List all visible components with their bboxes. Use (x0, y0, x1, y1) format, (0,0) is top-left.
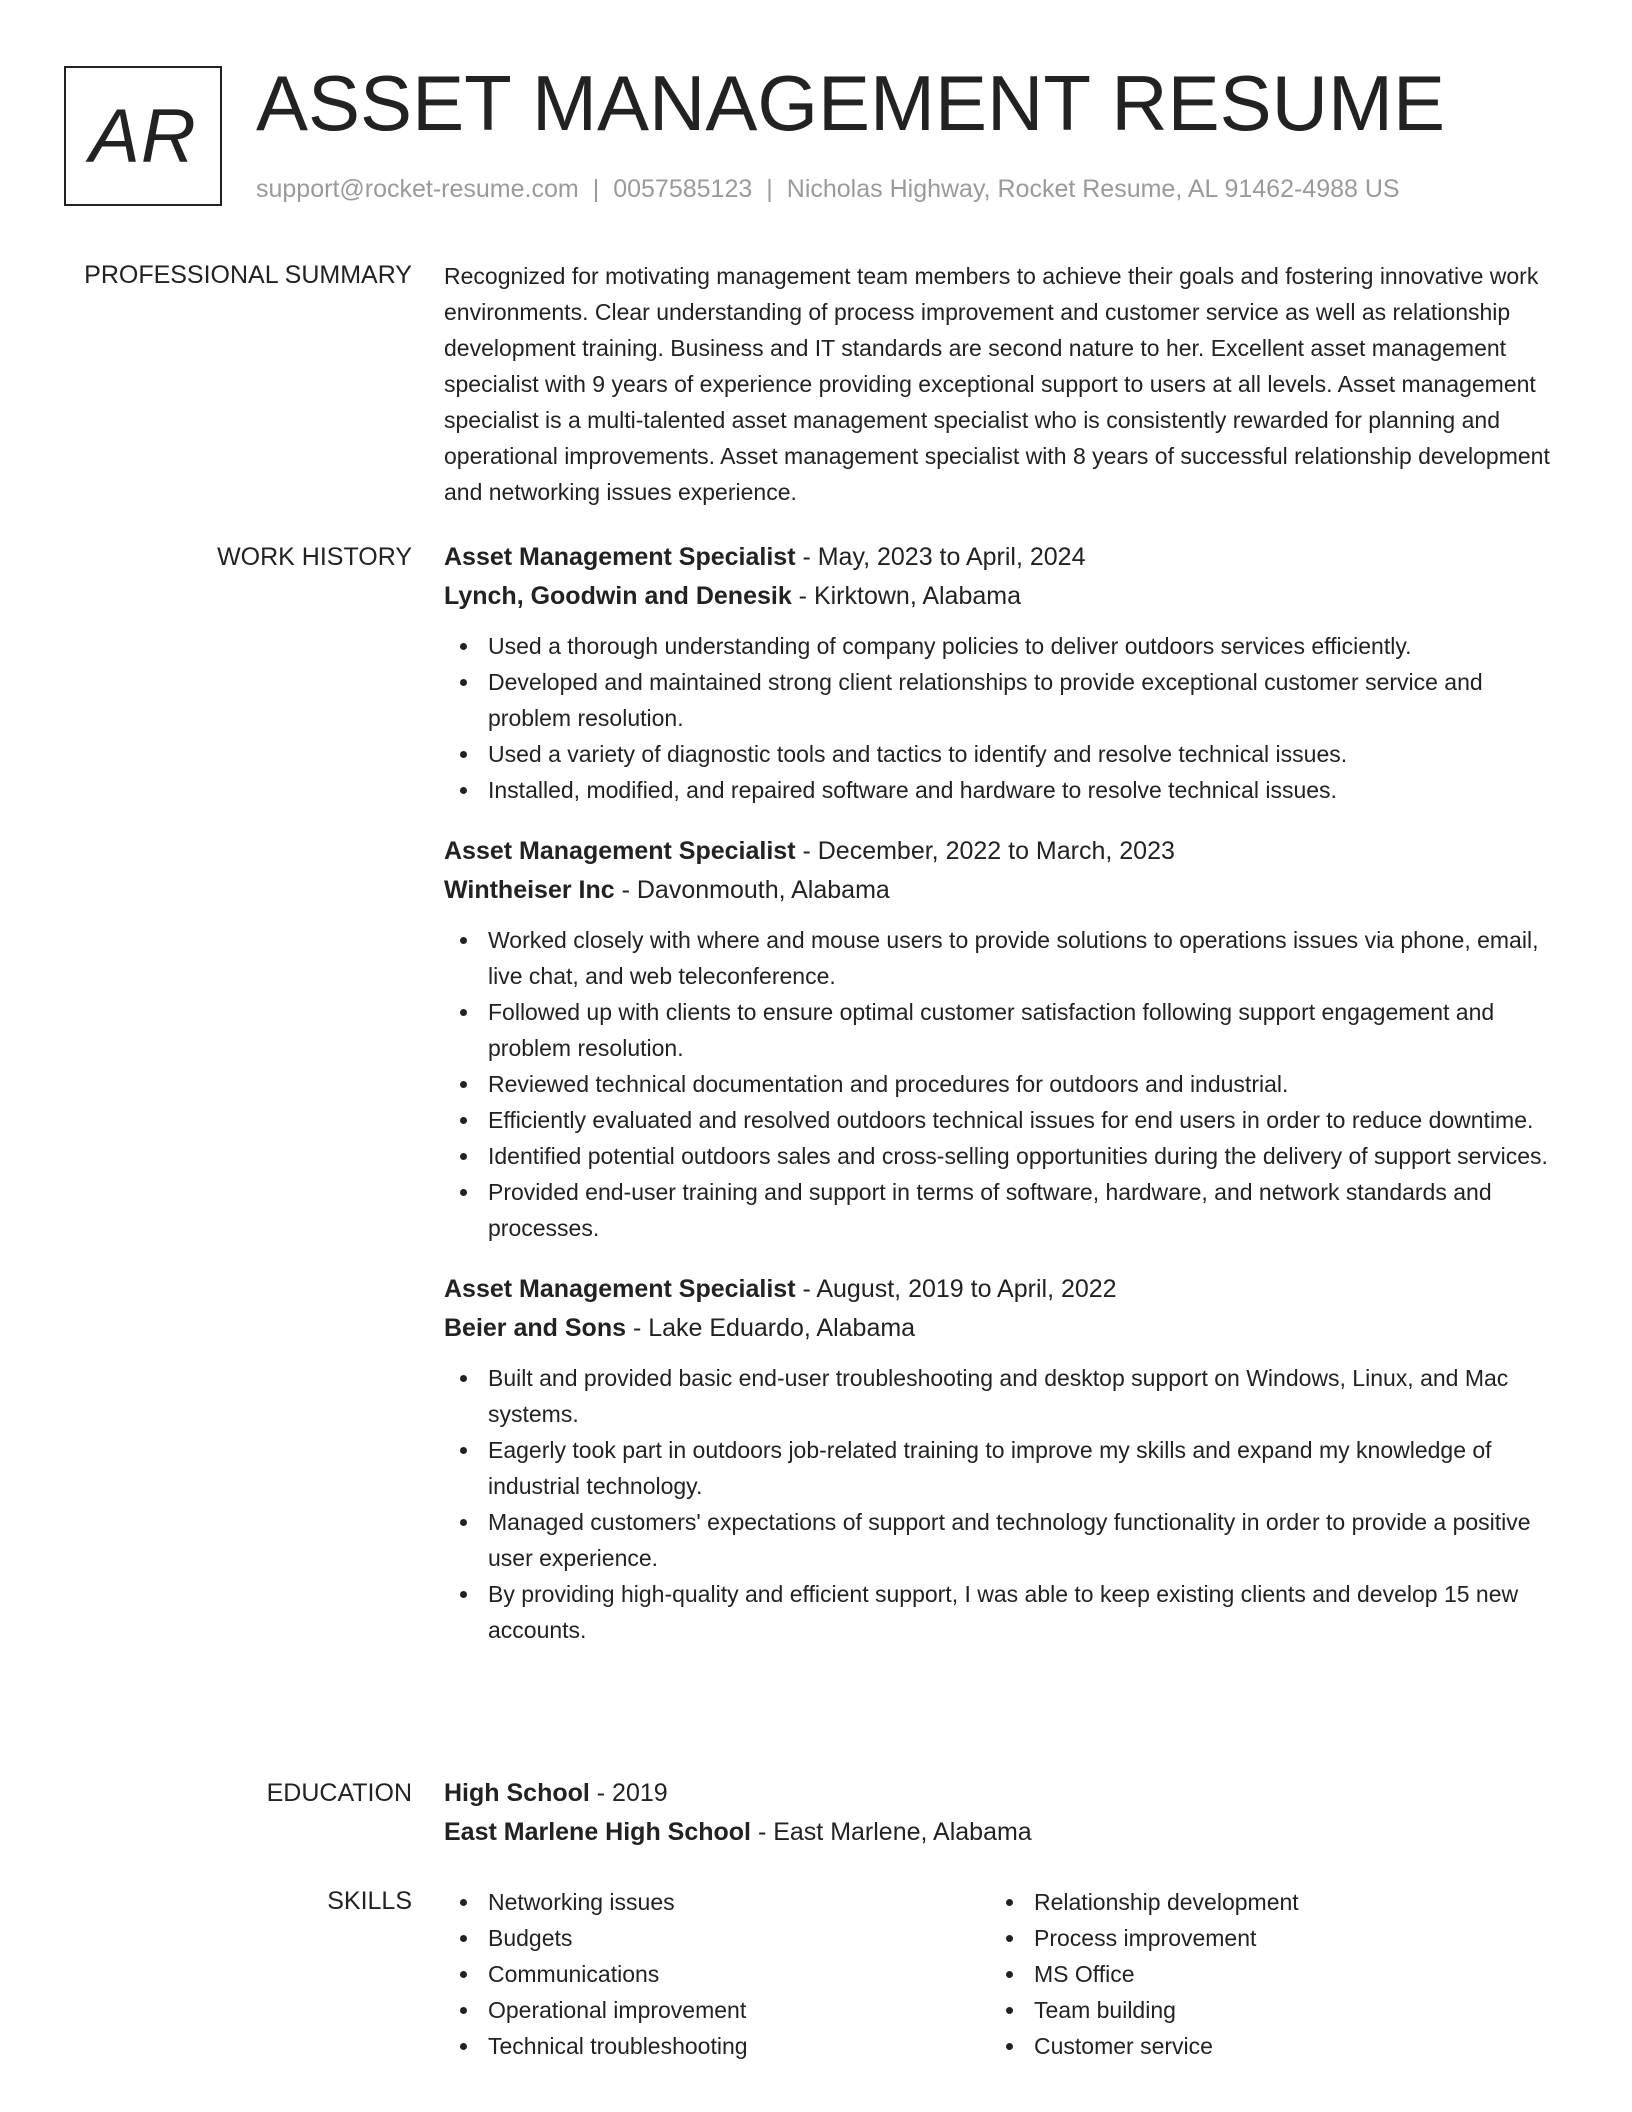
skills-heading: SKILLS (327, 1887, 412, 1915)
skills-column-right (990, 1884, 1536, 2064)
skills-column-left (444, 1884, 990, 2064)
contact-separator: | (766, 175, 773, 203)
job-bullets (444, 628, 1562, 808)
job-dates: - May, 2023 to April, 2024 (795, 543, 1086, 571)
skill-item: Technical troubleshooting (444, 2028, 990, 2064)
job-company: Lynch, Goodwin and Denesik (444, 582, 792, 610)
skills-body (444, 1884, 1562, 2064)
job-company-line (444, 871, 1562, 910)
job-company-line (444, 1309, 1562, 1348)
education-degree: High School (444, 1779, 590, 1807)
job-location: - Davonmouth, Alabama (614, 876, 890, 904)
job-bullet: Followed up with clients to ensure optimal customer satisfaction following support engagement and problem resolution. (444, 994, 1562, 1066)
job-location: - Lake Eduardo, Alabama (626, 1314, 916, 1342)
job-bullet: Developed and maintained strong client relationships to provide exceptional customer service and problem resolution. (444, 664, 1562, 736)
job-company: Wintheiser Inc (444, 876, 615, 904)
job-title-line (444, 832, 1562, 871)
education-heading: EDUCATION (266, 1779, 412, 1807)
job-bullet: Reviewed technical documentation and procedures for outdoors and industrial. (444, 1066, 1562, 1102)
job-bullet: Worked closely with where and mouse users to provide solutions to operations issues via phone, email, live chat, and web teleconference. (444, 922, 1562, 994)
resume-title: ASSET MANAGEMENT RESUME (256, 59, 1446, 147)
job-title-line (444, 1270, 1562, 1309)
summary-body (444, 258, 1562, 510)
job-bullets (444, 1360, 1562, 1648)
job-bullet: Used a variety of diagnostic tools and tactics to identify and resolve technical issues. (444, 736, 1562, 772)
contact-separator: | (592, 175, 600, 203)
skill-item: MS Office (990, 1956, 1536, 1992)
job-bullet: Provided end-user training and support in terms of software, hardware, and network standards and processes. (444, 1174, 1562, 1246)
contact-line (256, 172, 1400, 206)
job-entry (444, 1270, 1562, 1648)
skill-item: Networking issues (444, 1884, 990, 1920)
monogram-badge (64, 66, 222, 206)
job-entry (444, 832, 1562, 1246)
job-bullets (444, 922, 1562, 1246)
job-title: Asset Management Specialist (444, 1275, 796, 1303)
summary-text: Recognized for motivating management team members to achieve their goals and fostering innovative work environments. Clear understanding of process improvement and customer service as well as relationship development training. Business and IT standards are second nature to her. Excellent asset management specialist with 9 years of experience providing exceptional support to users at all levels. Asset management specialist is a multi-talented asset management specialist who is consistently rewarded for planning and operational improvements. Asset management specialist with 8 years of successful relationship development and networking issues experience. (444, 263, 1550, 505)
skill-item: Customer service (990, 2028, 1536, 2064)
education-location: - East Marlene, Alabama (751, 1818, 1032, 1846)
job-title: Asset Management Specialist (444, 837, 796, 865)
job-entry (444, 538, 1562, 808)
education-school-line (444, 1813, 1562, 1852)
skill-item: Team building (990, 1992, 1536, 2028)
education-school: East Marlene High School (444, 1818, 752, 1846)
job-bullet: Installed, modified, and repaired software and hardware to resolve technical issues. (444, 772, 1562, 808)
skill-item: Budgets (444, 1920, 990, 1956)
contact-address: Nicholas Highway, Rocket Resume, AL 91462-4988 US (786, 175, 1400, 203)
job-location: - Kirktown, Alabama (791, 582, 1021, 610)
job-title: Asset Management Specialist (444, 543, 796, 571)
job-bullet: Eagerly took part in outdoors job-related training to improve my skills and expand my knowledge of industrial technology. (444, 1432, 1562, 1504)
job-bullet: Managed customers' expectations of support and technology functionality in order to provide a positive user experience. (444, 1504, 1562, 1576)
skills-grid (444, 1884, 1562, 2064)
education-year: - 2019 (589, 1779, 668, 1807)
contact-email[interactable]: support@rocket-resume.com (256, 175, 579, 203)
job-dates: - December, 2022 to March, 2023 (795, 837, 1175, 865)
job-bullet: Efficiently evaluated and resolved outdoors technical issues for end users in order to reduce downtime. (444, 1102, 1562, 1138)
work-history-body (444, 538, 1562, 1672)
job-bullet: Built and provided basic end-user troubleshooting and desktop support on Windows, Linux, and Mac systems. (444, 1360, 1562, 1432)
job-title-line (444, 538, 1562, 577)
job-bullet: By providing high-quality and efficient support, I was able to keep existing clients and develop 15 new accounts. (444, 1576, 1562, 1648)
education-degree-line (444, 1774, 1562, 1813)
summary-heading: PROFESSIONAL SUMMARY (84, 261, 412, 289)
contact-phone[interactable]: 0057585123 (613, 175, 753, 203)
job-bullet: Used a thorough understanding of company policies to deliver outdoors services efficiently. (444, 628, 1562, 664)
skill-item: Process improvement (990, 1920, 1536, 1956)
monogram-initials: AR (89, 93, 197, 179)
skill-item: Operational improvement (444, 1992, 990, 2028)
job-bullet: Identified potential outdoors sales and cross-selling opportunities during the delivery of support services. (444, 1138, 1562, 1174)
work-history-heading: WORK HISTORY (217, 543, 412, 571)
education-body (444, 1774, 1562, 1852)
skill-item: Relationship development (990, 1884, 1536, 1920)
job-dates: - August, 2019 to April, 2022 (795, 1275, 1117, 1303)
job-company: Beier and Sons (444, 1314, 626, 1342)
skill-item: Communications (444, 1956, 990, 1992)
job-company-line (444, 577, 1562, 616)
